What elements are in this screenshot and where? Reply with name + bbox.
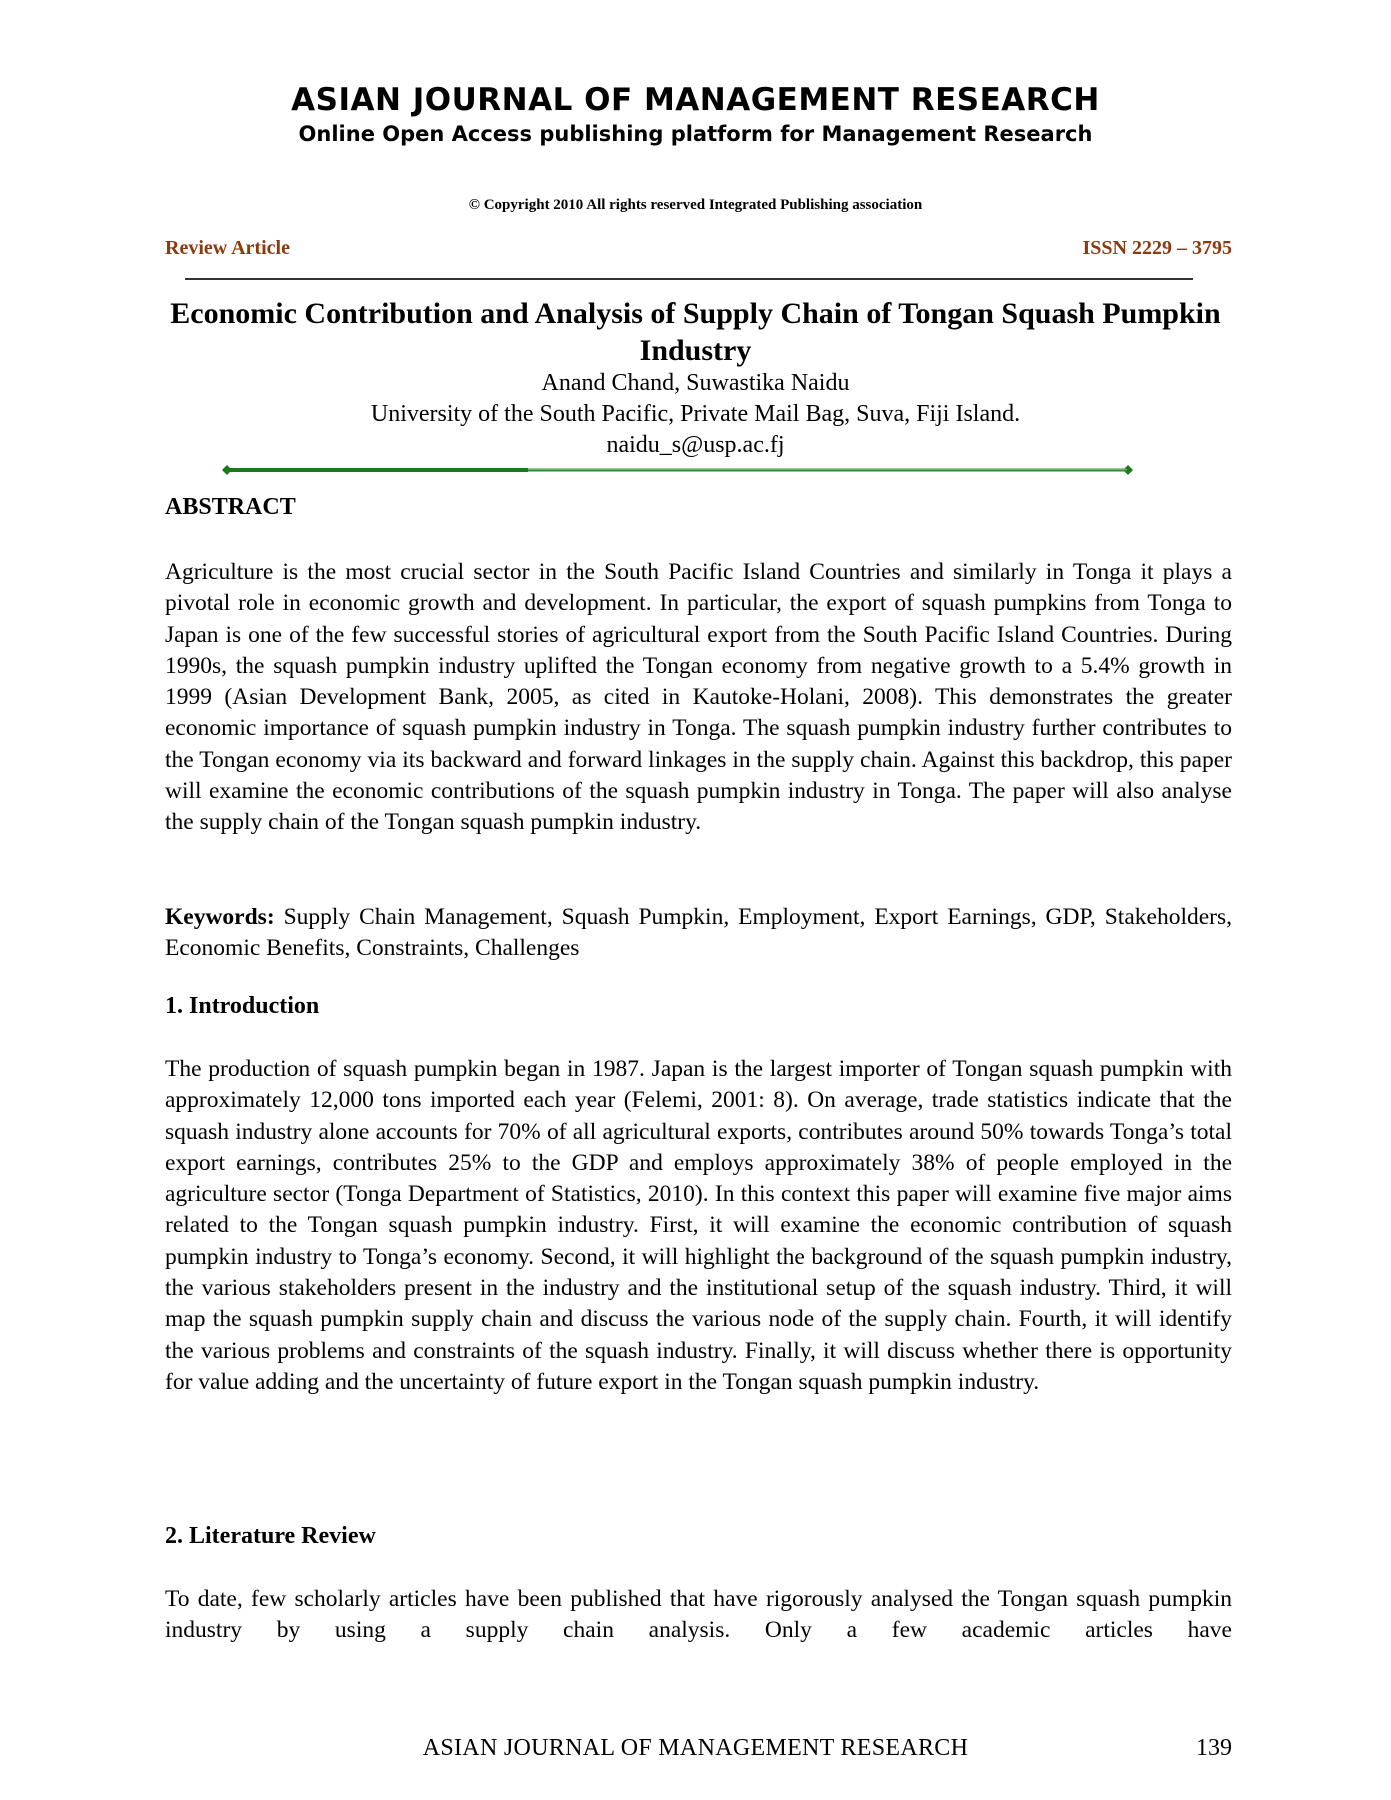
footer-journal-name: ASIAN JOURNAL OF MANAGEMENT RESEARCH <box>422 1735 969 1761</box>
literature-review-body <box>165 1584 1232 1647</box>
journal-subtitle: Online Open Access publishing platform for Management Research <box>298 122 1093 146</box>
authors: Anand Chand, Suwastika Naidu <box>541 370 850 396</box>
abstract-heading: ABSTRACT <box>165 494 296 520</box>
abstract-text: Agriculture is the most crucial sector in the South Pacific Island Countries and similarly in Tonga it plays a pivotal role in economic growth and development. In particular, the export of squash pumpkins from Tonga to Japan is one of the few successful stories of agricultural export from the South Pacific Island Countries. During 1990s, the squash pumpkin industry uplifted the Tongan economy from negative growth to a 5.4% growth in 1999 (Asian Development Bank, 2005, as cited in Kautoke-Holani, 2008). This demonstrates the greater economic importance of squash pumpkin industry in Tonga. The squash pumpkin industry further contributes to the Tongan economy via its backward and forward linkages in the supply chain. Against this backdrop, this paper will examine the economic contributions of the squash pumpkin industry in Tonga. The paper will also analyse the supply chain of the Tongan squash pumpkin industry. <box>165 559 1232 836</box>
keywords-label: Keywords: <box>165 904 275 930</box>
abstract-body <box>165 557 1232 839</box>
page-number: 139 <box>1196 1735 1232 1761</box>
keywords <box>165 902 1232 965</box>
copyright-notice: © Copyright 2010 All rights reserved Integrated Publishing association <box>468 197 923 213</box>
header-divider <box>185 278 1193 280</box>
keywords-list: Supply Chain Management, Squash Pumpkin, Employment, Export Earnings, GDP, Stakeholders, Economic Benefits, Constraints, Challenges <box>165 904 1232 962</box>
section-heading-introduction: 1. Introduction <box>165 993 320 1019</box>
affiliation: University of the South Pacific, Private Mail Bag, Suva, Fiji Island. <box>370 401 1021 427</box>
green-divider-icon <box>222 465 1133 475</box>
paper-title: Economic Contribution and Analysis of Supply Chain of Tongan Squash Pumpkin Industry <box>170 297 1221 367</box>
article-type: Review Article <box>165 237 290 259</box>
author-email: naidu_s@usp.ac.fj <box>606 432 785 458</box>
section-heading-literature-review: 2. Literature Review <box>165 1523 376 1549</box>
introduction-text: The production of squash pumpkin began in 1987. Japan is the largest importer of Tongan squash pumpkin with approximately 12,000 tons imported each year (Felemi, 2001: 8). On average, trade statistics indicate that the squash industry alone accounts for 70% of all agricultural exports, contributes around 50% towards Tonga’s total export earnings, contributes 25% to the GDP and employs approximately 38% of people employed in the agriculture sector (Tonga Department of Statistics, 2010). In this context this paper will examine five major aims related to the Tongan squash pumpkin industry. First, it will examine the economic contribution of squash pumpkin industry to Tonga’s economy. Second, it will highlight the background of the squash pumpkin industry, the various stakeholders present in the industry and the institutional setup of the squash industry. Third, it will map the squash pumpkin supply chain and discuss the various node of the supply chain. Fourth, it will identify the various problems and constraints of the squash industry. Finally, it will discuss whether there is opportunity for value adding and the uncertainty of future export in the Tongan squash pumpkin industry. <box>165 1056 1232 1395</box>
literature-review-text: To date, few scholarly articles have been published that have rigorously analysed the Tongan squash pumpkin industry by using a supply chain analysis. Only a few academic articles have <box>165 1586 1232 1644</box>
keywords-paragraph <box>165 902 1232 965</box>
introduction-body <box>165 1054 1232 1398</box>
issn: ISSN 2229 – 3795 <box>1082 237 1232 259</box>
journal-title: ASIAN JOURNAL OF MANAGEMENT RESEARCH <box>291 82 1100 118</box>
